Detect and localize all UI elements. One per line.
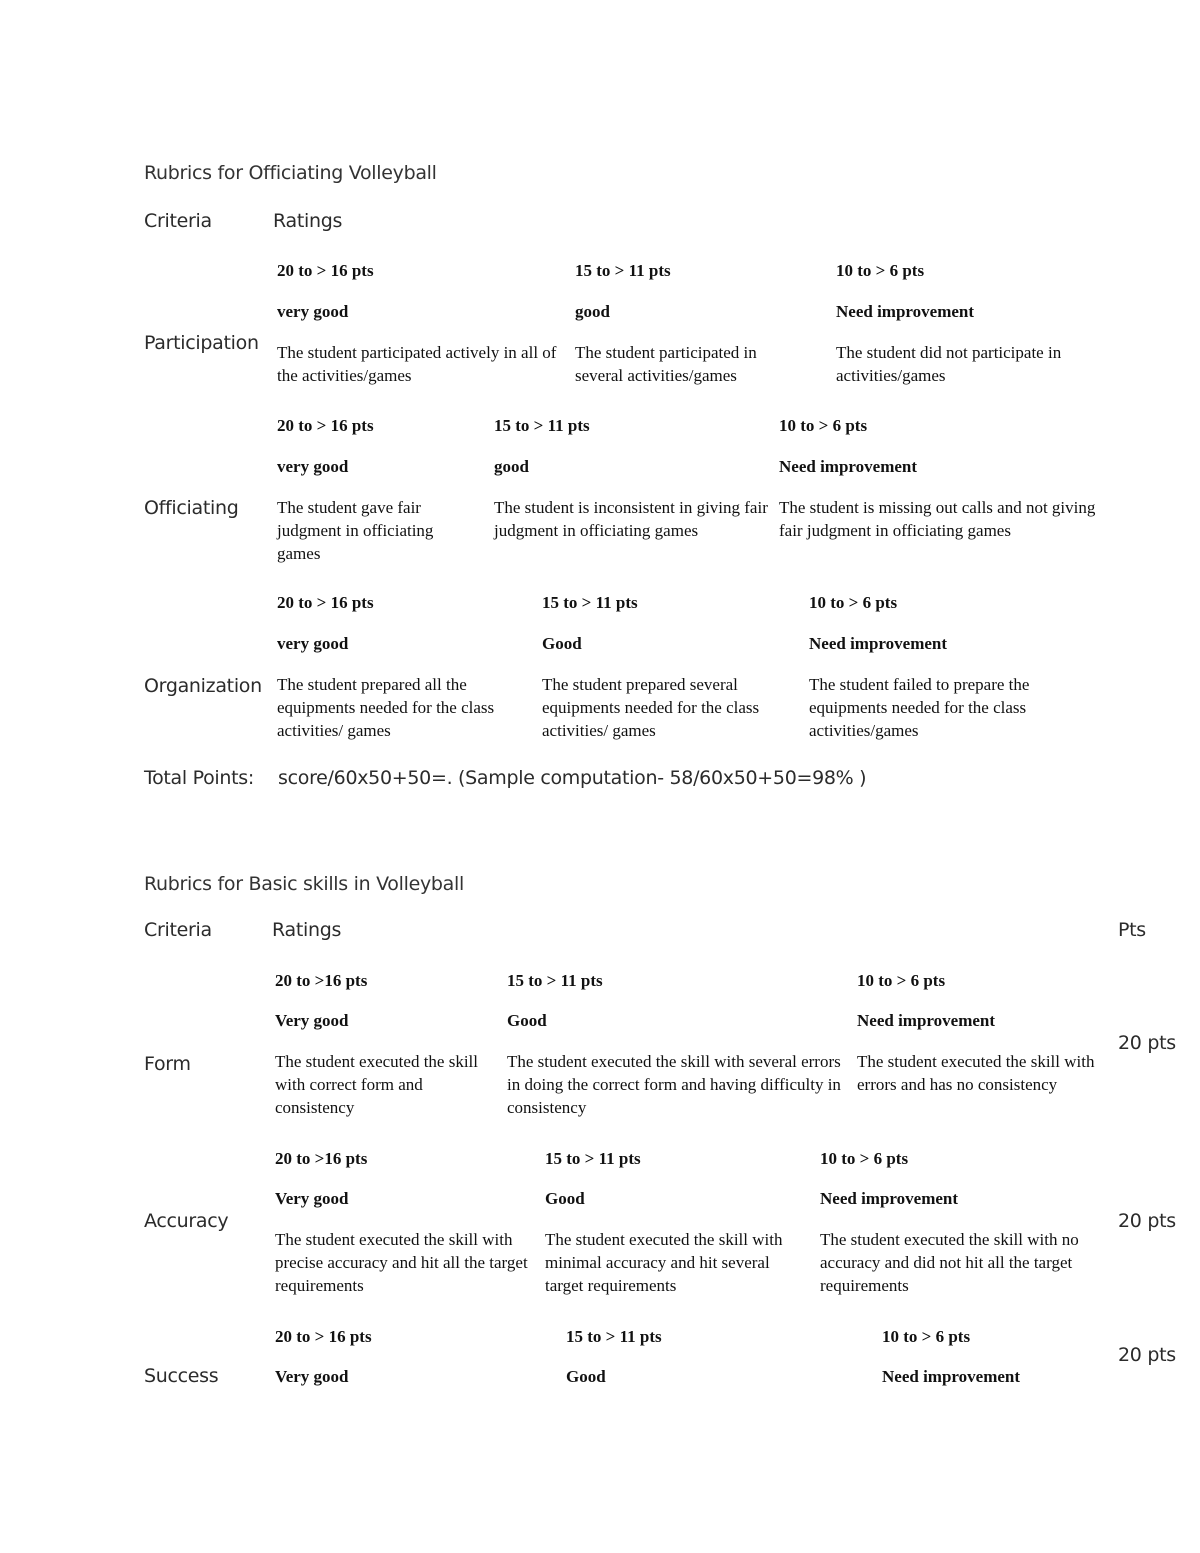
rating-description: The student executed the skill with no accuracy and did not hit all the target requirements: [820, 1230, 1079, 1295]
rating-description: The student did not participate in activities/games: [836, 343, 1062, 385]
criterion-form: Form: [144, 1053, 191, 1075]
criterion-points: 20 pts: [1118, 1210, 1176, 1232]
rating-range: 10 to > 6 pts: [809, 593, 898, 612]
rating-range: 20 to > 16 pts: [277, 261, 374, 280]
rating-range: 15 to > 11 pts: [566, 1327, 662, 1346]
rating-level: good: [575, 302, 610, 321]
rating-level: Need improvement: [882, 1367, 1021, 1386]
rating-level: very good: [277, 302, 349, 321]
rating-level: good: [494, 457, 529, 476]
section1-title: Rubrics for Officiating Volleyball: [144, 162, 437, 184]
rating-description: The student executed the skill with correct form and consistency: [275, 1052, 478, 1117]
rating-level: Very good: [275, 1367, 349, 1386]
rating-range: 20 to > 16 pts: [277, 416, 374, 435]
rating-description: The student is missing out calls and not giving fair judgment in officiating games: [779, 498, 1096, 540]
rating-range: 20 to > 16 pts: [275, 1327, 372, 1346]
rating-range: 15 to > 11 pts: [575, 261, 671, 280]
rating-range: 15 to > 11 pts: [494, 416, 590, 435]
rating-description: The student executed the skill with minimal accuracy and hit several target requirements: [545, 1230, 783, 1295]
criteria-header: Criteria: [144, 919, 212, 941]
rating-level: Need improvement: [857, 1011, 996, 1030]
rating-level: Need improvement: [809, 634, 948, 653]
rating-description: The student executed the skill with precise accuracy and hit all the target requirements: [275, 1230, 528, 1295]
rating-range: 20 to >16 pts: [275, 971, 368, 990]
rating-description: The student participated actively in all of the activities/games: [277, 343, 557, 385]
rating-description: The student failed to prepare the equipments needed for the class activities/games: [809, 675, 1030, 740]
rating-level: Very good: [275, 1011, 349, 1030]
rating-range: 20 to >16 pts: [275, 1149, 368, 1168]
total-points-label: Total Points:: [144, 767, 254, 789]
criterion-points: 20 pts: [1118, 1344, 1176, 1366]
rating-description: The student gave fair judgment in officiating games: [277, 498, 434, 563]
rating-range: 10 to > 6 pts: [836, 261, 925, 280]
criterion-points: 20 pts: [1118, 1032, 1176, 1054]
rating-level: Good: [545, 1189, 585, 1208]
rating-description: The student executed the skill with several errors in doing the correct form and having difficulty in consistency: [507, 1052, 841, 1117]
rating-level: Need improvement: [820, 1189, 959, 1208]
rating-range: 10 to > 6 pts: [857, 971, 946, 990]
rating-level: Need improvement: [836, 302, 975, 321]
criterion-accuracy: Accuracy: [144, 1210, 229, 1232]
rating-range: 15 to > 11 pts: [545, 1149, 641, 1168]
criterion-participation: Participation: [144, 332, 259, 354]
rating-range: 10 to > 6 pts: [779, 416, 868, 435]
rating-level: very good: [277, 457, 349, 476]
rating-range: 20 to > 16 pts: [277, 593, 374, 612]
total-points-formula: score/60x50+50=. (Sample computation- 58/60x50+50=98% ): [278, 767, 867, 789]
criterion-organization: Organization: [144, 675, 262, 697]
rating-range: 10 to > 6 pts: [820, 1149, 909, 1168]
ratings-header: Ratings: [273, 210, 343, 232]
section2-title: Rubrics for Basic skills in Volleyball: [144, 873, 464, 895]
criterion-success: Success: [144, 1365, 219, 1387]
criterion-officiating: Officiating: [144, 497, 239, 519]
rating-description: The student prepared several equipments needed for the class activities/ games: [542, 675, 760, 740]
rating-level: Good: [542, 634, 582, 653]
pts-header: Pts: [1118, 919, 1146, 941]
ratings-header: Ratings: [272, 919, 342, 941]
rating-description: The student executed the skill with errors and has no consistency: [857, 1052, 1095, 1094]
rating-description: The student prepared all the equipments needed for the class activities/ games: [277, 675, 495, 740]
rating-range: 10 to > 6 pts: [882, 1327, 971, 1346]
rating-range: 15 to > 11 pts: [542, 593, 638, 612]
rating-level: Good: [566, 1367, 606, 1386]
rating-level: very good: [277, 634, 349, 653]
criteria-header: Criteria: [144, 210, 212, 232]
rating-range: 15 to > 11 pts: [507, 971, 603, 990]
rating-description: The student is inconsistent in giving fair judgment in officiating games: [494, 498, 768, 540]
rating-level: Good: [507, 1011, 547, 1030]
rating-description: The student participated in several activities/games: [575, 343, 757, 385]
rating-level: Very good: [275, 1189, 349, 1208]
rating-level: Need improvement: [779, 457, 918, 476]
